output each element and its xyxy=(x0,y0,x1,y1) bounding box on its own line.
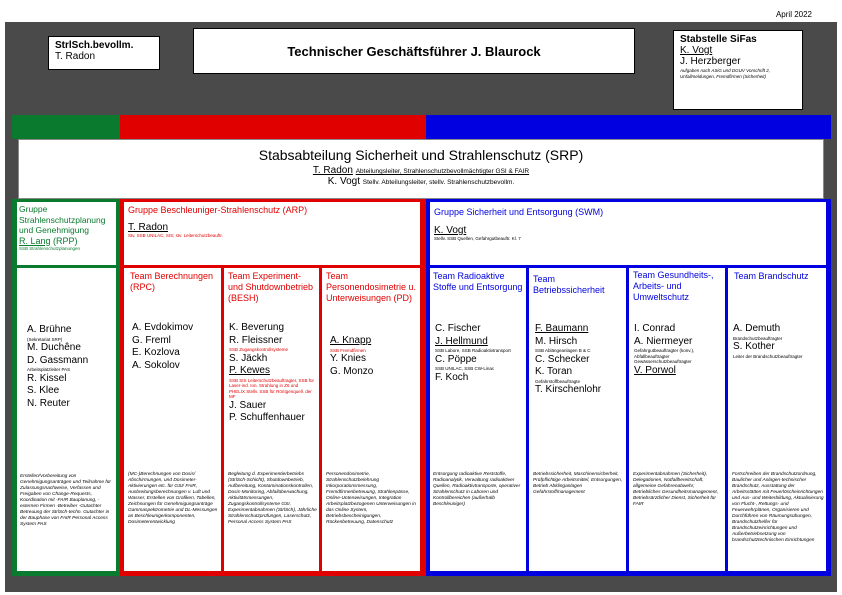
rpp-member: M. Duchêne xyxy=(27,342,81,353)
pd-member-note: SSB Fremdfirmen xyxy=(330,347,366,353)
rpp-head-box xyxy=(17,202,116,265)
rpp-lead-line xyxy=(19,236,114,246)
rpp-member: R. Kissel xyxy=(27,372,67,384)
rpp-members xyxy=(27,324,88,410)
besh-member-note: SSB SIS Leiterschutzbeauftragter, SSB für Laser-ind. Ion. Strahlung in Z6 und PHELIX Stellv. SSB für Röntgenquell. der MF xyxy=(229,377,315,399)
team-besh-title: Team Experiment- und Shutdownbetrieb (BESH) xyxy=(228,271,314,303)
pd-member: A. Knapp xyxy=(330,335,372,346)
team-pd xyxy=(322,268,420,571)
swm-title: Gruppe Sicherheit und Entsorgung (SWM) xyxy=(434,207,604,217)
team-betriebssicherheit-desc: Betriebssicherheit, Maschinensicherheit, Prüfpflichtige Arbeitsmittel, Entsorgungen, Betrieb Abklinganlagen Gefahrstoffmanagement xyxy=(533,472,623,495)
arp-lead-role: Stv. SSB UNILAC, SIS; stv. Leiterschutzbeauftr. xyxy=(128,233,223,238)
betriebssicherheit-member: M. Hirsch xyxy=(535,335,578,347)
blue-band xyxy=(426,115,831,139)
srp-line1-name: T. Radon xyxy=(312,165,353,176)
besh-member: J. Sauer xyxy=(229,399,267,411)
besh-member: P. Kewes xyxy=(229,365,270,376)
gesundheit-member: I. Conrad xyxy=(634,323,676,334)
arp-head-box xyxy=(124,202,420,265)
team-gesundheit-title: Team Gesundheits-, Arbeits- und Umweltschutz xyxy=(633,270,714,302)
sifas-name-1: K. Vogt xyxy=(680,45,713,56)
srp-line1-role: Abteilungsleiter, Strahlenschutzbevollmächtigter GSI & FAIR xyxy=(355,168,530,175)
radioactive-member-note: SSB UNILAC, SSB CW-Linac xyxy=(435,366,495,371)
rpp-desc: Erstellen/Vorbereitung von Genehmigungsanträgen und Teilnahme für Zulassungsnachweise, Verfassen und Freigaben von Change-Requests, Koordination mit -FAIR Bauplanung, -externen Firmen -Betreiber -Gutachter Betreuung der StrlSch-techn. Gutachter in der Bauphase von FAIR Personal Access System PAS xyxy=(20,474,112,527)
strlsch-bevollm-title: StrlSch.bevollm. xyxy=(55,40,134,51)
team-radioactive xyxy=(430,268,526,571)
team-rpc-title: Team Berechnungen (RPC) xyxy=(130,271,214,292)
srp-line2-role: Stellv. Abteilungsleiter, stellv. Strahlenschutzbevollm. xyxy=(362,179,515,186)
arp-title: Gruppe Beschleuniger-Strahlenschutz (ARP) xyxy=(128,205,308,215)
besh-member-note: SSB Zugangskontrollsysteme xyxy=(229,347,289,352)
srp-line-1 xyxy=(19,165,823,176)
date-label: April 2022 xyxy=(775,10,812,19)
srp-title: Stabsabteilung Sicherheit und Strahlenschutz (SRP) xyxy=(258,147,584,163)
sifas-note: Aufgaben nach ASiG und DGUV Vorschrift 2, Unfallmeldungen, Fremdfirmen (Sicherheit) xyxy=(680,68,770,79)
tech-ceo-box xyxy=(193,28,635,74)
swm-head-box xyxy=(430,202,826,265)
sifas-title: Stabstelle SiFas xyxy=(680,34,757,45)
betriebssicherheit-member-note: SSB Ablängeanlagen B & C xyxy=(535,348,591,353)
team-gesundheit-members xyxy=(634,323,720,377)
brandschutz-member: S. Kother xyxy=(733,341,775,352)
rpc-member: G. Freml xyxy=(132,334,171,346)
radioactive-member: F. Koch xyxy=(435,371,469,383)
rpp-member: A. Brühne xyxy=(27,324,72,335)
green-band xyxy=(12,115,120,139)
srp-line2-name: K. Vogt xyxy=(327,176,360,187)
team-besh-desc: Begleitung d. Experimentierbetriebs (StrlSch-Schicht), Shutdownbetrieb, Aufbereitung, Kontaminationskontrollen, Dosis-Monitoring, Abfallüberwachung, Aktivitätsmessungen, Zugangskontrollsysteme GSI, Experimentabnahmen (StrlSch), Jährliche Strahlenschutzprüfungen, Laserschutz, Personal Access System PAS xyxy=(228,472,317,525)
swm-lead-role: Stellv. SSB Quellen, Gefahrgutbeauftr. Kl. 7 xyxy=(434,236,521,241)
rpp-lead: R. Lang xyxy=(19,235,51,246)
brandschutz-member-note: Leiter der Brandschutzbeauftragter xyxy=(733,353,803,359)
srp-box xyxy=(18,139,824,199)
rpp-body-box xyxy=(17,268,116,571)
arp-lead: T. Radon xyxy=(128,222,169,233)
besh-member: P. Schuffenhauer xyxy=(229,412,305,423)
rpp-member-note: Arbeitsplatzleiter PAS xyxy=(27,367,71,372)
besh-member: S. Jäckh xyxy=(229,352,268,364)
team-gesundheit-desc: Experimentabnahmen (Sicherheit), Delegationen, Notfallbereitschaft, allgemeine Gefahrenabwehr, Betriebliches Gesundheitsmanagement, Betriebsärztlicher Dienst, Sicherheit für FAIR xyxy=(633,472,719,507)
betriebssicherheit-member: T. Kirschenlohr xyxy=(535,384,602,395)
radioactive-member: C. Fischer xyxy=(435,323,481,334)
rpp-title: Gruppe Strahlenschutzplanung und Genehmigung xyxy=(19,204,106,235)
team-betriebssicherheit xyxy=(529,268,626,571)
tech-ceo-title: Technischer Geschäftsführer J. Blaurock xyxy=(287,43,541,59)
strlsch-bevollm-box xyxy=(48,36,160,70)
swm-lead: K. Vogt xyxy=(434,225,467,236)
team-besh-members xyxy=(229,322,315,425)
team-pd-title: Team Personendosimetrie u. Unterweisungen (PD) xyxy=(326,271,417,303)
besh-member: K. Beverung xyxy=(229,322,285,333)
team-besh xyxy=(224,268,319,571)
team-rpc-desc: (MC-)Berechnungen von Dosis/ Abschirmungen, und Dosimeter-Aktivierungen etc. für GSI/ FAIR, Ausbreitungsberechnungen v. Luft und Wasser, Erstellen von Grafiken, Tabellen, Zeichnungen für Genehmigungsanträge Gammaspektrometrie und DL-Messungen an Beschleunigerkomponenten, Dosimeterentwicklung xyxy=(128,472,218,525)
rpp-member-note: (Sekretariat SRP) xyxy=(27,336,63,342)
team-brandschutz-members xyxy=(733,323,803,359)
sifas-name-2: J. Herzberger xyxy=(680,56,741,67)
besh-member: R. Fleissner xyxy=(229,334,283,346)
betriebssicherheit-member: K. Toran xyxy=(535,366,573,377)
team-brandschutz xyxy=(728,268,826,571)
team-radioactive-desc: Entsorgung radioaktive Reststoffe, Radioanalytik, Verwaltung radioaktiver Quellen, Radioaktivtransporte, operativer Strahlenschutz in Laboren und Kontrollbereichen (außerhalb Beschleuniger) xyxy=(433,472,521,507)
team-brandschutz-desc: Fortschreiben der Brandschutzordnung, Baulicher und Anlagen-technischer Brandschutz, Ausstattung der Arbeitsstätten mit Feuerlöscheinrichtungen und Aus- und Weiterbildung, Aktualisierung von Flucht-, Rettungs- und Feuerwehrplänen, Organisieren und Durchführen von Räumungsübungen, Brandschutzhelfer für Brandschutzeinrichtungen und Außerbetriebsetzung von brandschutztechnischen Einrichtungen xyxy=(732,472,824,543)
team-betriebssicherheit-title: Team Betriebssicherheit xyxy=(533,274,605,295)
pd-member: Y. Knies xyxy=(330,353,366,364)
betriebssicherheit-member: F. Baumann xyxy=(535,323,589,334)
rpc-member: A. Evdokimov xyxy=(132,322,194,333)
rpp-lead-role: SSB Strahlenschutzplanungen xyxy=(19,245,81,251)
brandschutz-member-note: Brandschutzbeauftragter xyxy=(733,335,783,341)
radioactive-member-note: SSB Labore, SSB Radioaktivtransport xyxy=(435,348,511,353)
rpc-member: A. Sokolov xyxy=(132,359,180,371)
betriebssicherheit-member: C. Schecker xyxy=(535,353,590,365)
rpp-abbr: (RPP) xyxy=(53,235,78,246)
gesundheit-member: A. Niermeyer xyxy=(634,335,693,347)
rpc-member: E. Kozlova xyxy=(132,347,180,358)
gesundheit-member-note: Gefahrgutbeauftragter (konv.), Abfallbeauftragter Gewässerschutzbeauftragter xyxy=(634,348,695,364)
team-brandschutz-title: Team Brandschutz xyxy=(734,271,809,281)
gesundheit-member: V. Porwol xyxy=(634,364,676,376)
team-rpc xyxy=(124,268,221,571)
radioactive-member: J. Hellmund xyxy=(435,335,488,347)
team-radioactive-title: Team Radioaktive Stoffe und Entsorgung xyxy=(433,271,523,292)
brandschutz-member: A. Demuth xyxy=(733,323,781,334)
rpp-member: D. Gassmann xyxy=(27,354,89,366)
pd-member: G. Monzo xyxy=(330,365,374,377)
team-betriebssicherheit-members xyxy=(535,323,601,397)
red-band xyxy=(120,115,426,139)
team-rpc-members xyxy=(132,322,193,372)
radioactive-member: C. Pöppe xyxy=(435,353,477,365)
team-pd-desc: Personendosimetrie, Strahlenschutzbelehrung Inkorporationsmessung, Fremdfirmenbetreuung, Strahlenpässe, Online-Unterweisungen, Integration Arbeitsplatzbezogenen Unterweisungen in das Online System, Betriebsbescheinigungen, Rückenbetreuung, Datenschutz xyxy=(326,472,416,525)
betriebssicherheit-member-note: Gefahrstoffbeauftragte xyxy=(535,378,580,384)
strlsch-bevollm-name: T. Radon xyxy=(55,51,96,62)
team-gesundheit xyxy=(629,268,725,571)
rpp-member: S. Klee xyxy=(27,385,60,396)
team-radioactive-members xyxy=(435,323,511,384)
team-pd-members xyxy=(330,335,373,378)
rpp-member: N. Reuter xyxy=(27,397,70,409)
stabstelle-sifas-box xyxy=(673,30,803,110)
srp-line-2 xyxy=(19,176,823,187)
